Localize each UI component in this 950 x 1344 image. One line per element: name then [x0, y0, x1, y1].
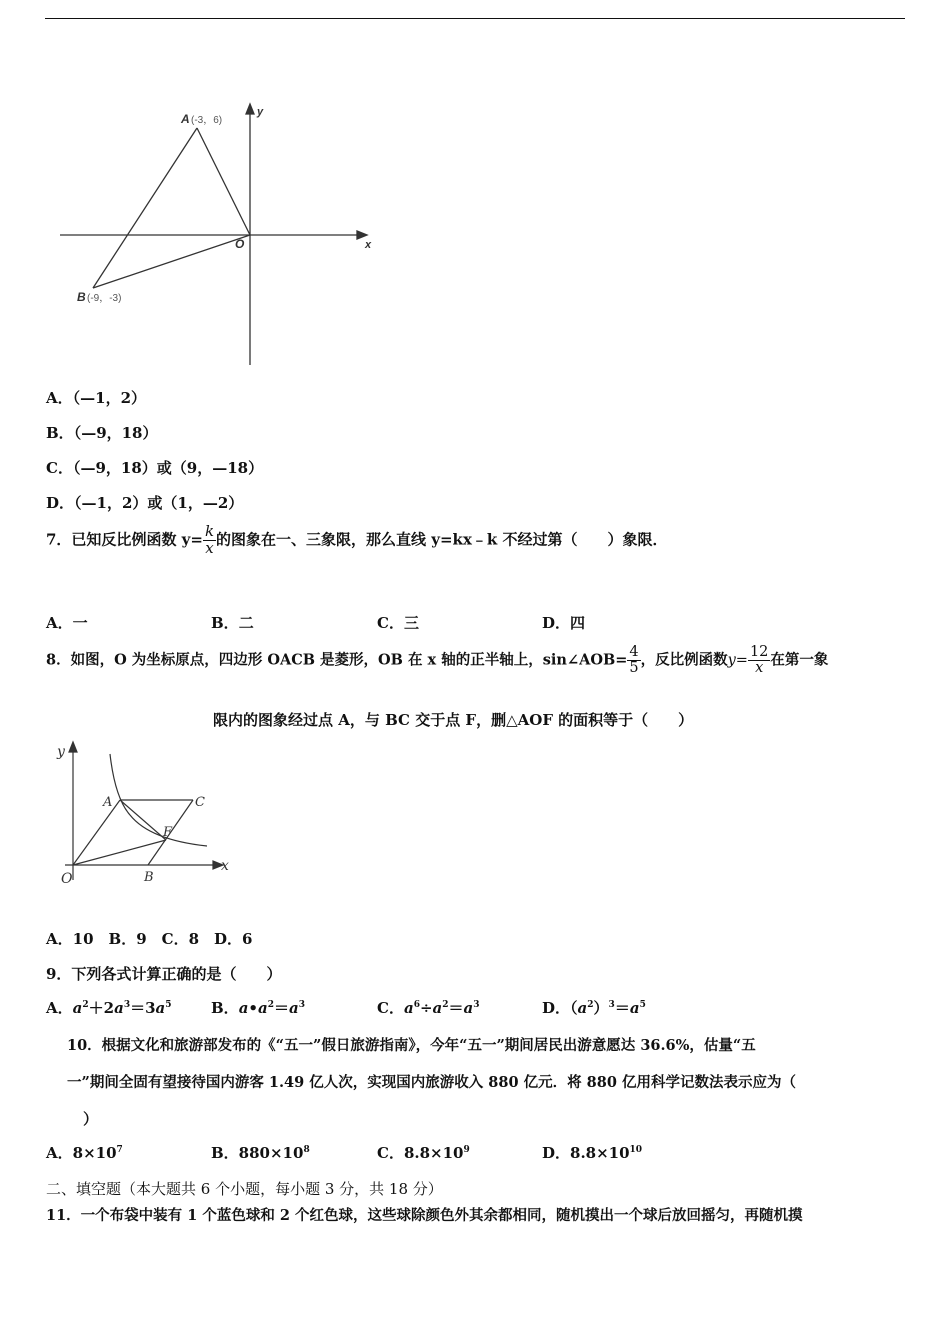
q7-option-c[interactable]: C．三	[377, 614, 419, 632]
q9-option-c[interactable]: C．$a^6\div a^2=a^3$	[377, 999, 480, 1017]
y-label: y	[57, 744, 65, 760]
header-rule	[45, 18, 905, 19]
segment-ab	[93, 128, 197, 288]
q10-stem-line2: 一”期间全固有望接待国内游客 1.49 亿人次，实现国内旅游收入 880 亿元．将 880 亿用科学记数法表示应为（	[67, 1074, 796, 1091]
point-b-label: B	[144, 870, 154, 885]
q10-stem-line3: ）	[83, 1110, 99, 1128]
q10-option-d[interactable]: D．$8.8\times 10^{10}$	[542, 1144, 643, 1162]
q6-option-d[interactable]: D．（—1，2）或（1，—2）	[46, 494, 244, 512]
segment-ao	[197, 128, 250, 235]
x-axis-arrow	[357, 231, 367, 239]
q6-option-a[interactable]: A．（—1，2）	[46, 389, 147, 407]
point-a-label: A	[103, 795, 113, 810]
origin-label: O	[61, 871, 73, 887]
segment-oa	[73, 800, 120, 865]
y-axis-arrow	[69, 742, 77, 752]
x-label: x	[221, 858, 229, 874]
q6-option-b[interactable]: B．（—9，18）	[46, 424, 158, 442]
section-heading: 二、填空题（本大题共 6 个小题，每小题 3 分，共 18 分）	[46, 1180, 443, 1198]
q9-option-b[interactable]: B．$a•a^2=a^3$	[211, 999, 306, 1017]
q8-answers[interactable]: A．10 B．9 C．8 D．6	[46, 930, 253, 948]
point-a-label: A	[181, 112, 190, 126]
q8-stem-line2: 限内的图象经过点 A，与 BC 交于点 F，删△AOF 的面积等于（ ）	[213, 711, 694, 729]
y-axis-arrow	[246, 104, 254, 114]
point-f-label: F	[163, 825, 173, 840]
point-c-label: C	[195, 795, 205, 810]
q7-fraction: $\frac{k}{x}$	[204, 522, 215, 557]
q7-option-a[interactable]: A．一	[46, 614, 88, 632]
q10-option-c[interactable]: C．$8.8\times 10^9$	[377, 1144, 470, 1162]
q7-option-b[interactable]: B．二	[211, 614, 254, 632]
q7-option-d[interactable]: D．四	[542, 614, 586, 632]
point-b-coord: (-9，-3)	[87, 293, 122, 304]
q9-option-d[interactable]: D．$(a^2)^3=a^5$	[542, 999, 646, 1017]
point-b-label: B	[77, 290, 86, 304]
figure-triangle-aob	[55, 100, 385, 370]
origin-label: O	[235, 237, 245, 251]
q10-stem-line1: 10．根据文化和旅游部发布的《“五一”假日旅游指南》，今年“五一”期间居民出游意愿达 36.6%，估量“五	[67, 1037, 756, 1054]
segment-of	[73, 840, 166, 865]
x-axis-label: x	[365, 239, 372, 251]
q8-stem-line1: 8．如图，O 为坐标原点，四边形 OACB 是菱形，OB 在 x 轴的正半轴上，sin∠AOB= $\frac{4}{5}$ ，反比例函数y= $\frac{12}{x}$ 在第一象	[46, 644, 829, 677]
q9-option-a[interactable]: A．$a^2+2a^3=3a^5$	[46, 999, 172, 1017]
segment-af	[120, 800, 166, 840]
figure-rhombus-oacb	[55, 740, 245, 890]
q7-stem: 7．已知反比例函数 y= $\frac{k}{x}$ 的图象在一、三象限，那么直线 y=kx﹣k 不经过第（ ）象限．	[46, 522, 668, 557]
q10-option-b[interactable]: B．$880\times 10^8$	[211, 1144, 310, 1162]
q8-sin-fraction: $\frac{4}{5}$	[629, 644, 639, 677]
y-axis-label: y	[257, 106, 264, 118]
q11-stem: 11．一个布袋中装有 1 个蓝色球和 2 个红色球，这些球除颜色外其余都相同，随机摸出一个球后放回摇匀，再随机摸	[46, 1207, 803, 1224]
point-a-coord: (-3，6)	[191, 115, 223, 126]
q10-option-a[interactable]: A．$8\times 10^7$	[46, 1144, 123, 1162]
q9-stem: 9．下列各式计算正确的是（ ）	[46, 965, 282, 983]
q8-func-fraction: $\frac{12}{x}$	[749, 644, 769, 677]
segment-bo	[93, 235, 250, 288]
q6-option-c[interactable]: C．（—9，18）或（9，—18）	[46, 459, 264, 477]
